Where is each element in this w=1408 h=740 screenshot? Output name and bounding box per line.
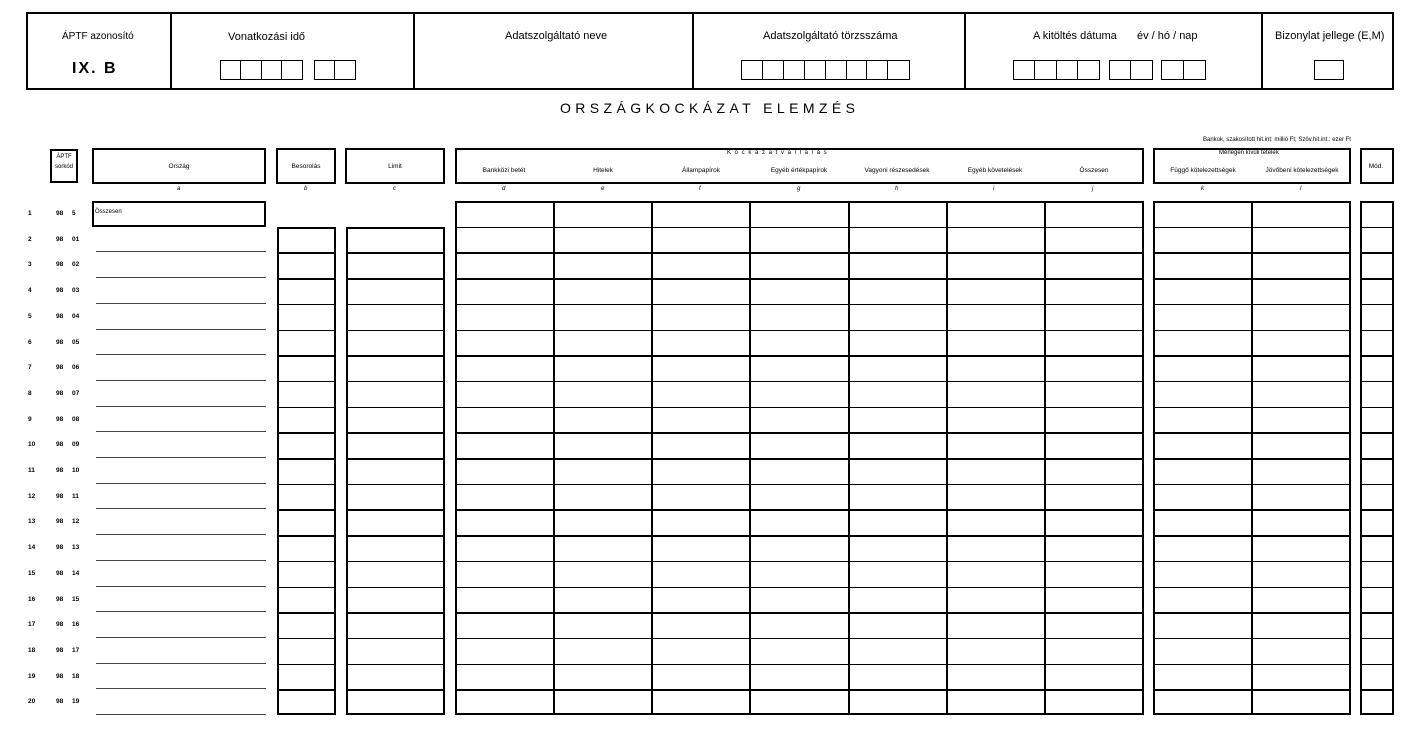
row-code-a: 98: [56, 235, 64, 243]
row-code-a: 98: [56, 338, 64, 346]
table-row[interactable]: [455, 612, 1394, 638]
header-divider: [692, 12, 694, 90]
table-row[interactable]: [455, 561, 1394, 587]
row-code-a: 98: [56, 261, 64, 269]
digit-box[interactable]: [846, 60, 869, 80]
row-line: [277, 638, 336, 640]
row-number: 15: [28, 569, 36, 577]
digit-box[interactable]: [281, 60, 303, 80]
row-code-b: 05: [72, 338, 80, 346]
row-code-b: 15: [72, 595, 80, 603]
column-header-e: Hitelek: [593, 167, 613, 174]
digit-box[interactable]: [261, 60, 283, 80]
row-number: 14: [28, 544, 36, 552]
row-number: 18: [28, 646, 36, 654]
row-line: [346, 330, 445, 332]
row-line: [346, 432, 445, 434]
column-header-d: Bankközi betét: [482, 167, 526, 174]
row-line: [277, 278, 336, 280]
row-code-a: 98: [56, 364, 64, 372]
row-line: [277, 407, 336, 409]
row-number: 1: [28, 210, 32, 217]
column-header-g: Egyéb értékpapírok: [770, 167, 828, 174]
row-number: 20: [28, 698, 36, 706]
digit-box[interactable]: [1077, 60, 1100, 80]
row-code-b: 11: [72, 492, 79, 500]
country-rule: [96, 688, 266, 689]
date-format-label: év / hó / nap: [1137, 30, 1198, 42]
row-code-a: 98: [56, 672, 64, 680]
column-letter: a: [177, 186, 181, 192]
column-letter: g: [797, 186, 801, 192]
table-row[interactable]: [455, 458, 1394, 484]
table-row[interactable]: [455, 432, 1394, 458]
units-note: Bankok, szakosított hit.int: millió Ft; Szöv.hit.int.: ezer Ft: [1203, 137, 1351, 143]
row-line: [346, 689, 445, 691]
row-number: 7: [28, 364, 32, 372]
row-code-a: 98: [56, 698, 64, 706]
table-row[interactable]: [455, 355, 1394, 381]
country-rule: [96, 586, 266, 587]
table-row[interactable]: [455, 664, 1394, 690]
column-letter: h: [895, 186, 899, 192]
row-code-a: 98: [56, 210, 64, 217]
reference-period-label: Vonatkozási idő: [228, 31, 306, 43]
digit-box[interactable]: [1013, 60, 1036, 80]
column-header-i: Egyéb követelések: [967, 167, 1023, 174]
row-code-b: 07: [72, 389, 80, 397]
column-header-k: Függő kötelezettségek: [1170, 167, 1236, 174]
row-number: 9: [28, 415, 32, 423]
column-letter: l: [1300, 186, 1302, 192]
digit-box[interactable]: [240, 60, 262, 80]
digit-box[interactable]: [1314, 60, 1344, 80]
column-letter: c: [393, 186, 396, 192]
table-row[interactable]: [455, 252, 1394, 278]
row-code-b: 01: [72, 235, 80, 243]
row-number: 10: [28, 441, 36, 449]
row-line: [346, 484, 445, 486]
digit-box[interactable]: [866, 60, 889, 80]
row-code-a: 98: [56, 415, 64, 423]
row-code-b: 06: [72, 364, 80, 372]
row-line: [277, 561, 336, 563]
row-number: 4: [28, 287, 32, 295]
country-rule: [96, 560, 266, 561]
row-line: [277, 509, 336, 511]
limit-grid: [346, 227, 445, 715]
table-row[interactable]: [455, 638, 1394, 664]
row-code-a: 98: [56, 389, 64, 397]
header-divider: [413, 12, 415, 90]
row-code-b: 17: [72, 646, 80, 654]
row-line: [277, 432, 336, 434]
row-line: [277, 664, 336, 666]
country-rule: [96, 714, 266, 715]
row-code-a: 98: [56, 312, 64, 320]
row-line: [277, 535, 336, 537]
row-code-b: 03: [72, 287, 80, 295]
column-header-j: Összesen: [1079, 167, 1109, 174]
country-rule: [96, 663, 266, 664]
column-letter: i: [993, 186, 995, 192]
country-rule: [96, 277, 266, 278]
row-number: 5: [28, 312, 32, 320]
row-code-a: 98: [56, 595, 64, 603]
header-divider: [170, 12, 172, 90]
row-line: [346, 535, 445, 537]
table-row[interactable]: [455, 201, 1394, 227]
row-code-b: 12: [72, 518, 80, 526]
table-row[interactable]: [455, 381, 1394, 407]
row-code-b: 18: [72, 672, 80, 680]
table-row[interactable]: [455, 227, 1394, 253]
row-number: 17: [28, 621, 36, 629]
column-header-c: Limit: [388, 163, 402, 170]
column-header-l: Jövőbeni kötelezettségek: [1265, 167, 1339, 174]
digit-box[interactable]: [783, 60, 806, 80]
column-letter: j: [1092, 186, 1094, 192]
column-header-b: Besorolás: [291, 163, 321, 170]
row-code-b: 13: [72, 544, 80, 552]
column-letter: d: [502, 186, 506, 192]
row-number: 3: [28, 261, 32, 269]
row-code-a: 98: [56, 569, 64, 577]
table-row[interactable]: [455, 278, 1394, 304]
table-row[interactable]: [455, 509, 1394, 535]
digit-box[interactable]: [887, 60, 910, 80]
row-code-a: 98: [56, 646, 64, 654]
row-line: [346, 381, 445, 383]
row-code-b: 02: [72, 261, 80, 269]
row-code-b: 04: [72, 312, 80, 320]
country-rule: [96, 251, 266, 252]
row-number: 11: [28, 467, 35, 474]
country-rule: [96, 457, 266, 458]
row-code-a: 98: [56, 544, 64, 552]
digit-box[interactable]: [1056, 60, 1079, 80]
header-divider: [964, 12, 966, 90]
digit-box[interactable]: [804, 60, 827, 80]
digit-box[interactable]: [741, 60, 764, 80]
offbalance-group-label: Mérlegen kívüli tételek: [1219, 150, 1279, 156]
country-rule: [96, 406, 266, 407]
digit-box[interactable]: [1034, 60, 1057, 80]
row-code-a: 98: [56, 287, 64, 295]
country-rule: [96, 303, 266, 304]
row-line: [346, 561, 445, 563]
header-divider: [1261, 12, 1263, 90]
form-title: ORSZÁGKOCKÁZAT ELEMZÉS: [560, 100, 860, 116]
row-number: 16: [28, 595, 36, 603]
column-header-h: Vagyoni részesedések: [864, 167, 930, 174]
row-line: [346, 407, 445, 409]
row-code-b: 08: [72, 415, 80, 423]
row-line: [277, 355, 336, 357]
column-header-f: Állampapírok: [682, 167, 720, 174]
classification-grid: [277, 227, 336, 715]
pszaf-label: ÁPTF azonosító: [62, 31, 134, 42]
column-header-a: Ország: [168, 163, 190, 170]
provider-name-label: Adatszolgáltató neve: [505, 30, 608, 42]
digit-box[interactable]: [1109, 60, 1132, 80]
row-line: [277, 304, 336, 306]
row-line: [277, 458, 336, 460]
country-rule: [96, 431, 266, 432]
provider-name-field[interactable]: [416, 44, 688, 86]
row-line: [277, 612, 336, 614]
column-letter: f: [699, 186, 701, 192]
row-line: [346, 664, 445, 666]
row-code-b: 16: [72, 621, 80, 629]
code-header: ÁPTF sorkód: [54, 154, 73, 170]
table-row[interactable]: [455, 535, 1394, 561]
row-line: [346, 638, 445, 640]
table-row[interactable]: [455, 484, 1394, 510]
total-row-label: Összesen: [95, 209, 122, 215]
table-row[interactable]: [455, 330, 1394, 356]
digit-box[interactable]: [762, 60, 785, 80]
table-row[interactable]: [455, 304, 1394, 330]
row-number: 13: [28, 518, 36, 526]
country-rule: [96, 611, 266, 612]
row-line: [277, 689, 336, 691]
digit-box[interactable]: [334, 60, 356, 80]
row-code-a: 98: [56, 441, 64, 449]
digit-box[interactable]: [1183, 60, 1206, 80]
country-rule: [96, 483, 266, 484]
row-line: [346, 612, 445, 614]
country-rule: [96, 354, 266, 355]
table-row[interactable]: [455, 689, 1394, 715]
row-code-b: 10: [72, 467, 80, 474]
table-row[interactable]: [455, 407, 1394, 433]
risk-group-label: K o c k á z a t v á l l a l á s: [727, 150, 828, 156]
digit-box[interactable]: [1161, 60, 1184, 80]
row-code-a: 98: [56, 492, 64, 500]
row-line: [346, 252, 445, 254]
row-line: [346, 355, 445, 357]
row-code-b: 5: [72, 210, 76, 217]
row-line: [346, 509, 445, 511]
row-code-b: 09: [72, 441, 80, 449]
table-row[interactable]: [455, 587, 1394, 613]
row-line: [277, 587, 336, 589]
digit-box[interactable]: [314, 60, 336, 80]
row-number: 2: [28, 235, 32, 243]
row-code-a: 98: [56, 621, 64, 629]
digit-box[interactable]: [1130, 60, 1153, 80]
row-line: [346, 458, 445, 460]
row-code-b: 19: [72, 698, 80, 706]
fill-date-label: A kitöltés dátuma: [1033, 30, 1117, 42]
row-line: [277, 484, 336, 486]
digit-box[interactable]: [825, 60, 848, 80]
row-code-a: 98: [56, 518, 64, 526]
row-code-a: 98: [56, 467, 64, 474]
row-line: [346, 304, 445, 306]
row-number: 6: [28, 338, 32, 346]
row-line: [277, 252, 336, 254]
row-number: 12: [28, 492, 36, 500]
column-letter: e: [601, 186, 605, 192]
doc-type-label: Bizonylat jellege (E,M): [1275, 30, 1385, 42]
country-rule: [96, 329, 266, 330]
row-line: [277, 381, 336, 383]
column-letter: b: [304, 186, 308, 192]
column-letter: k: [1201, 186, 1204, 192]
country-rule: [96, 508, 266, 509]
row-code-b: 14: [72, 569, 80, 577]
form-code: IX. B: [72, 60, 118, 77]
row-line: [277, 330, 336, 332]
row-line: [346, 278, 445, 280]
country-rule: [96, 637, 266, 638]
country-rule: [96, 534, 266, 535]
row-number: 19: [28, 672, 36, 680]
column-header-mod: Mód.: [1368, 163, 1384, 170]
digit-box[interactable]: [220, 60, 242, 80]
row-line: [346, 587, 445, 589]
row-number: 8: [28, 389, 32, 397]
provider-reg-label: Adatszolgáltató törzsszáma: [763, 30, 898, 42]
country-rule: [96, 380, 266, 381]
